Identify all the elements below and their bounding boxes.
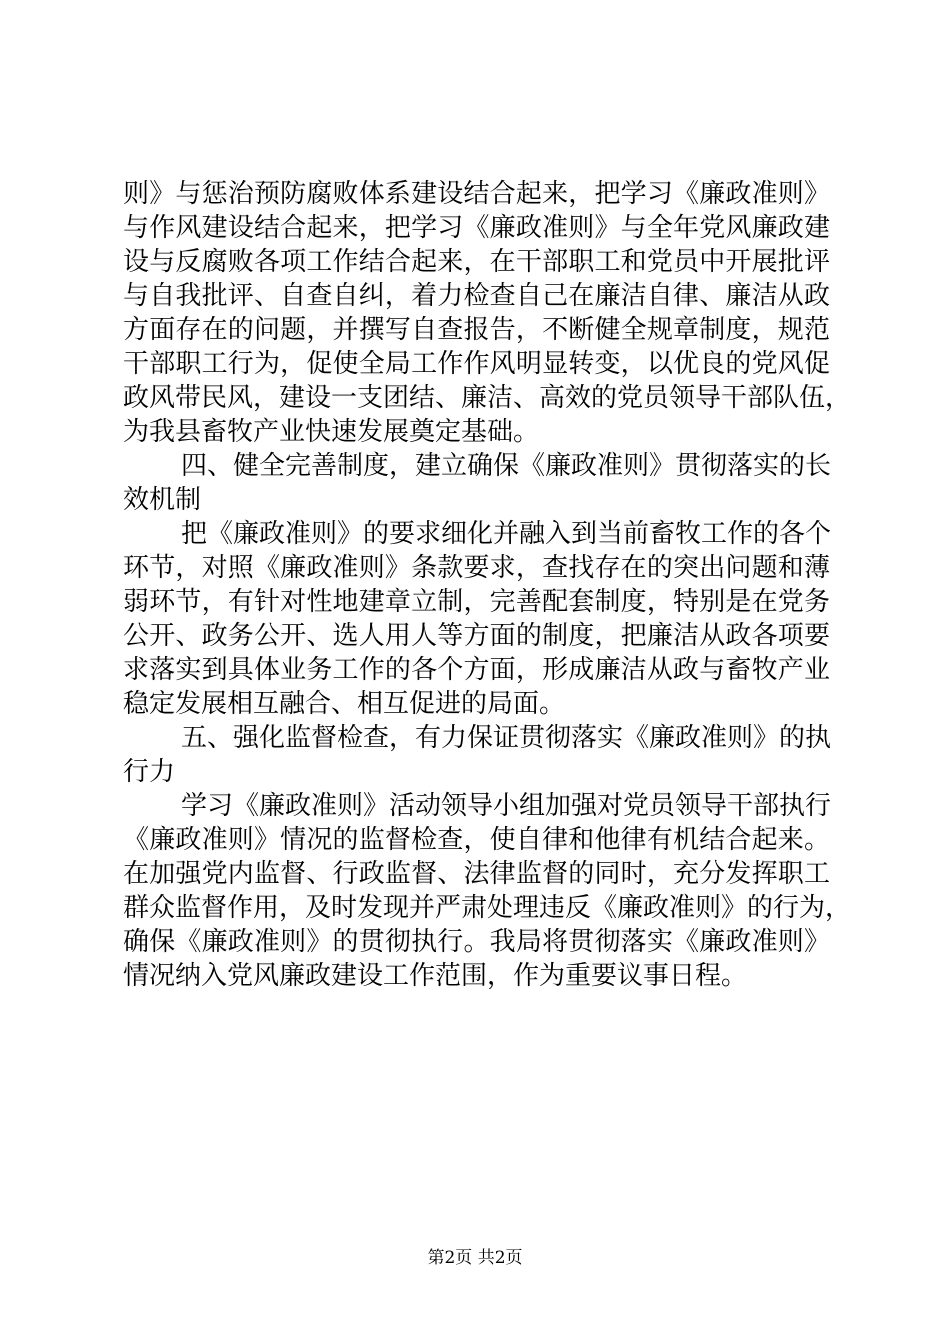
text-line: 稳定发展相互融合、相互促进的局面。: [123, 689, 566, 719]
text-line: 干部职工行为，促使全局工作作风明显转变，以优良的党风促: [123, 349, 830, 379]
section-heading-5-line-1: 五、强化监督检查，有力保证贯彻落实《廉政准则》的执: [181, 723, 832, 753]
text-line: 群众监督作用，及时发现并严肃处理违反《廉政准则》的行为，: [123, 893, 852, 923]
text-line: 《廉政准则》情况的监督检查，使自律和他律有机结合起来。: [123, 825, 830, 855]
text-line: 学习《廉政准则》活动领导小组加强对党员领导干部执行: [181, 791, 832, 821]
text-line: 则》与惩治预防腐败体系建设结合起来，把学习《廉政准则》: [123, 179, 830, 209]
text-line: 设与反腐败各项工作结合起来，在干部职工和党员中开展批评: [123, 247, 830, 277]
text-line: 情况纳入党风廉政建设工作范围，作为重要议事日程。: [123, 961, 748, 991]
text-line: 方面存在的问题，并撰写自查报告，不断健全规章制度，规范: [123, 315, 830, 345]
text-line: 在加强党内监督、行政监督、法律监督的同时，充分发挥职工: [123, 859, 830, 889]
text-line: 公开、政务公开、选人用人等方面的制度，把廉洁从政各项要: [123, 621, 830, 651]
text-line: 弱环节，有针对性地建章立制，完善配套制度，特别是在党务: [123, 587, 830, 617]
text-line: 为我县畜牧产业快速发展奠定基础。: [123, 417, 540, 447]
page-number-footer: 第2页 共2页: [427, 1248, 523, 1268]
text-line: 政风带民风，建设一支团结、廉洁、高效的党员领导干部队伍，: [123, 383, 852, 413]
section-heading-5-line-2: 行力: [123, 757, 176, 787]
text-line: 与自我批评、自查自纠，着力检查自己在廉洁自律、廉洁从政: [123, 281, 830, 311]
text-line: 把《廉政准则》的要求细化并融入到当前畜牧工作的各个: [181, 519, 832, 549]
text-line: 与作风建设结合起来，把学习《廉政准则》与全年党风廉政建: [123, 213, 830, 243]
text-line: 环节，对照《廉政准则》条款要求，查找存在的突出问题和薄: [123, 553, 830, 583]
text-line: 确保《廉政准则》的贯彻执行。我局将贯彻落实《廉政准则》: [123, 927, 830, 957]
section-heading-4-line-2: 效机制: [123, 485, 202, 515]
text-line: 求落实到具体业务工作的各个方面，形成廉洁从政与畜牧产业: [123, 655, 830, 685]
section-heading-4-line-1: 四、健全完善制度，建立确保《廉政准则》贯彻落实的长: [181, 451, 832, 481]
